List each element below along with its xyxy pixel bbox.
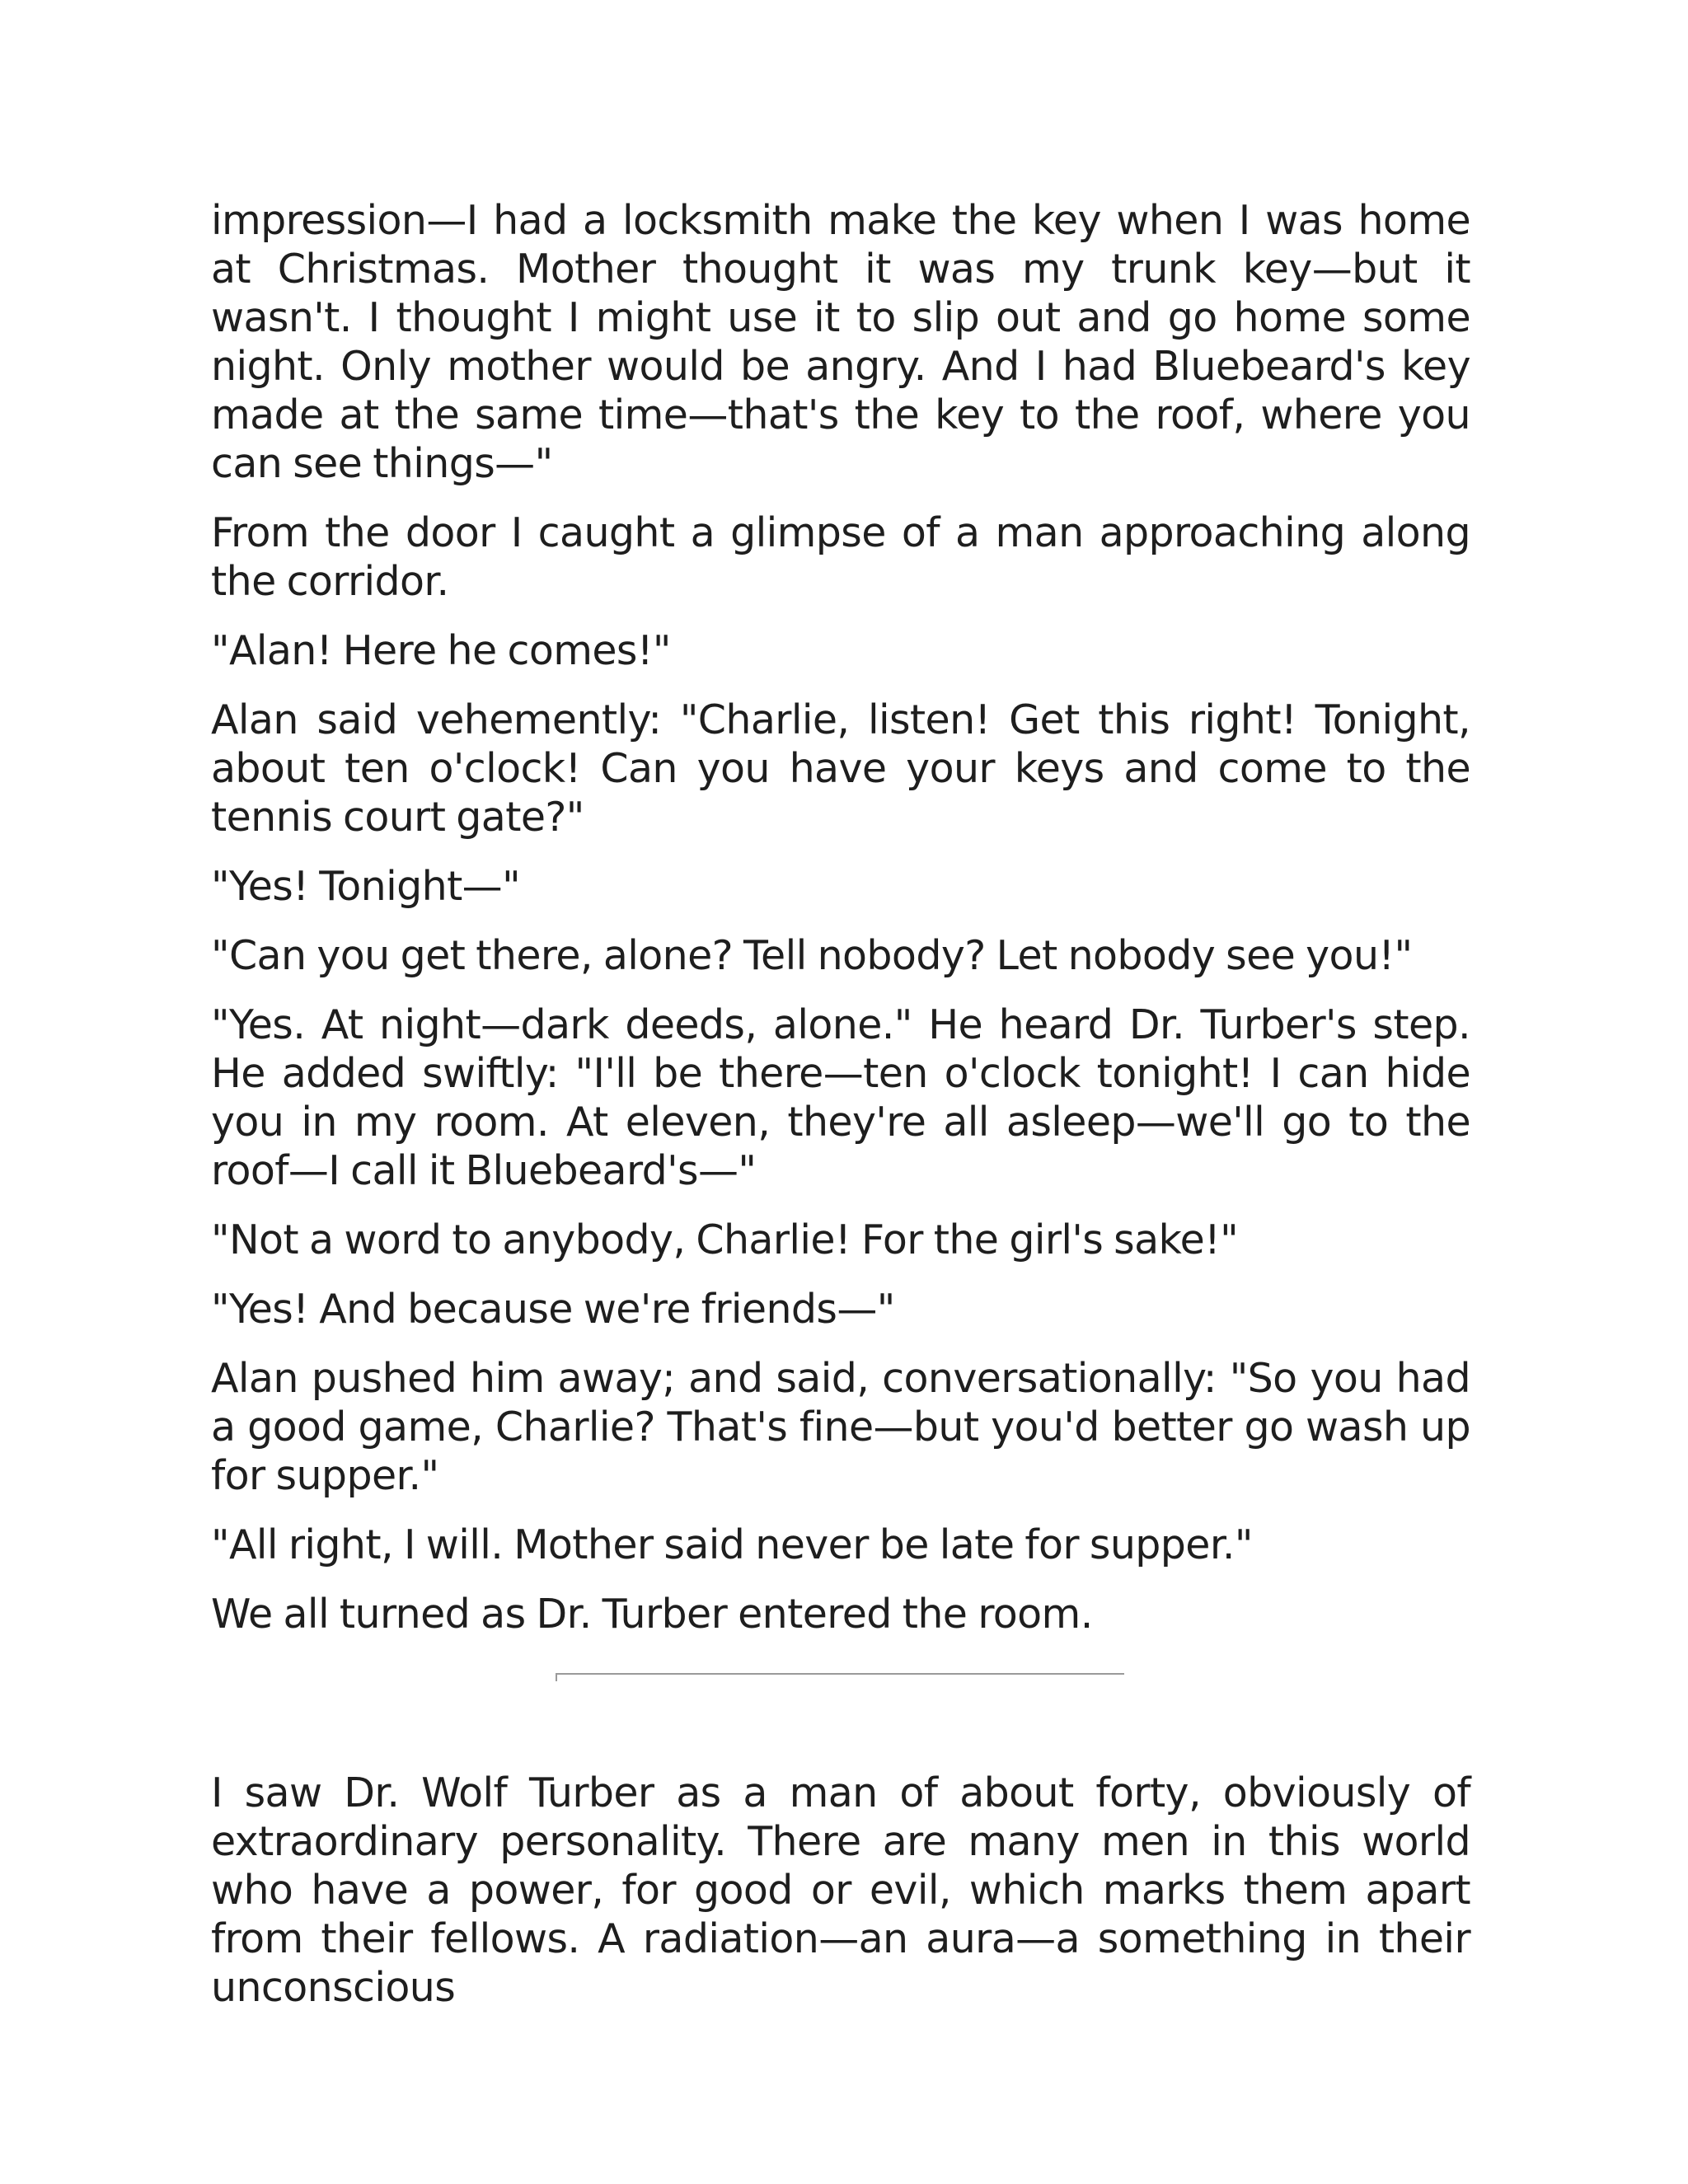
text-section-top xyxy=(211,196,1470,1659)
paragraph: "All right, I will. Mother said never be late for supper." xyxy=(211,1521,1253,1568)
paragraph: We all turned as Dr. Turber entered the room. xyxy=(211,1591,1093,1638)
paragraph: "Alan! Here he comes!" xyxy=(211,627,671,674)
paragraph: "Not a word to anybody, Charlie! For the girl's sake!" xyxy=(211,1216,1239,1263)
paragraph: impression—I had a locksmith make the key when I was home at Christmas. Mother thought it was my trunk key—but it wasn't. I thought I might use it to slip out and go home some night. Only mother would be angry. And I had Bluebeard's key made at the same time—that's the key to the roof, where you can see things—" xyxy=(211,197,1470,487)
paragraph: From the door I caught a glimpse of a man approaching along the corridor. xyxy=(211,509,1470,605)
section-divider xyxy=(556,1673,1124,1675)
paragraph: "Yes! Tonight—" xyxy=(211,863,521,910)
text-section-bottom xyxy=(211,1769,1470,2032)
paragraph: I saw Dr. Wolf Turber as a man of about forty, obviously of extraordinary personality. There are many men in this world who have a power, for good or evil, which marks them apart from their fellows. A radiation—an aura—a something in their unconscious xyxy=(211,1769,1470,2011)
paragraph: "Yes! And because we're friends—" xyxy=(211,1286,895,1333)
paragraph: Alan said vehemently: "Charlie, listen! Get this right! Tonight, about ten o'clock! Can you have your keys and come to the tennis court gate?" xyxy=(211,696,1470,841)
paragraph: "Yes. At night—dark deeds, alone." He heard Dr. Turber's step. He added swiftly: "I'll be there—ten o'clock tonight! I can hide you in my room. At eleven, they're all asleep—we'll go to the roof—I call it Bluebeard's—" xyxy=(211,1001,1470,1194)
paragraph: "Can you get there, alone? Tell nobody? Let nobody see you!" xyxy=(211,932,1413,979)
paragraph: Alan pushed him away; and said, conversationally: "So you had a good game, Charlie? That's fine—but you'd better go wash up for supper." xyxy=(211,1355,1470,1499)
